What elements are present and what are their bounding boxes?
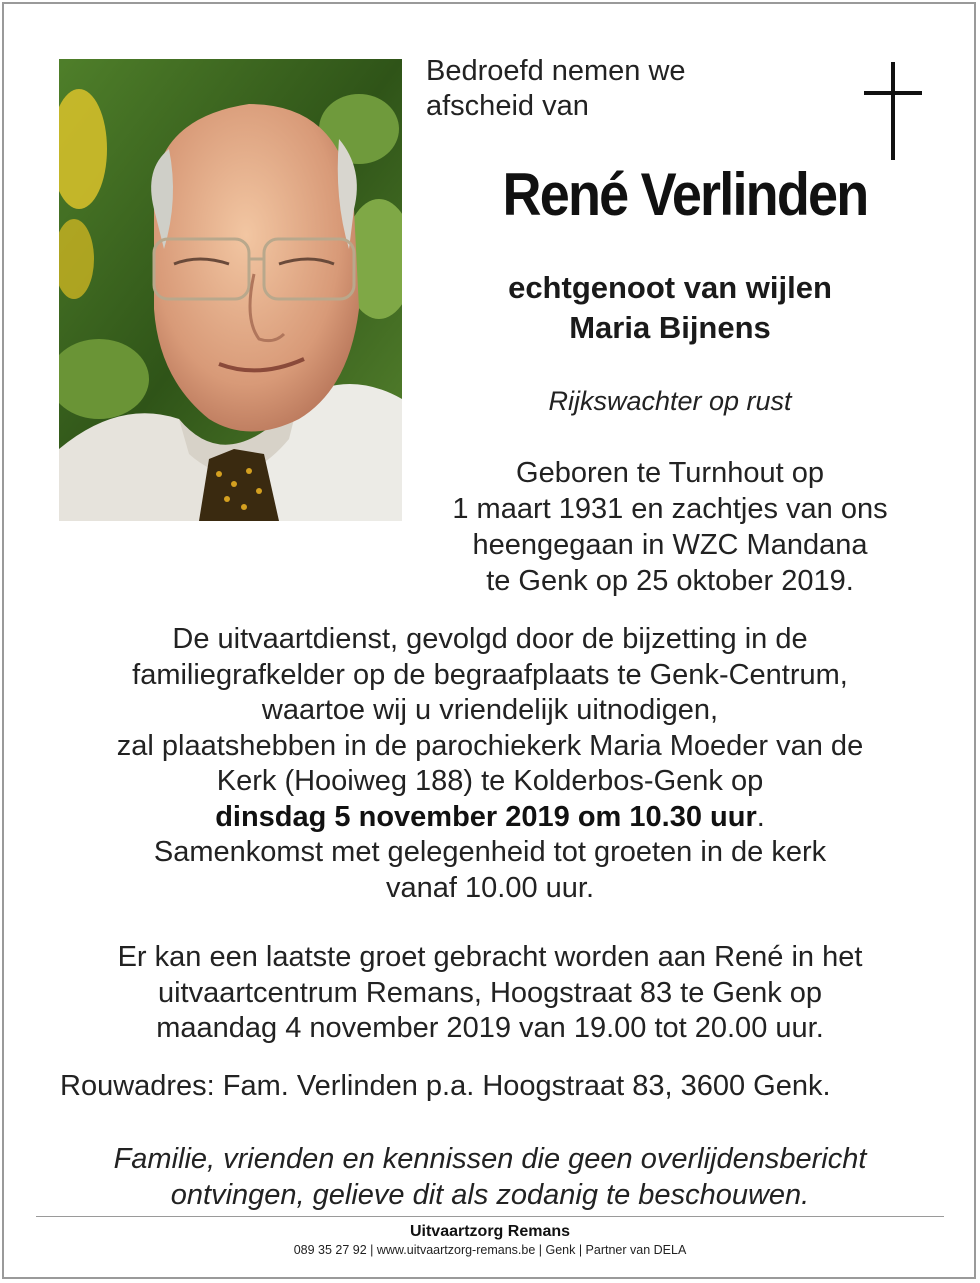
note-line: ontvingen, gelieve dit als zodanig te beschouwen. bbox=[170, 1178, 810, 1211]
mourning-address: Rouwadres: Fam. Verlinden p.a. Hoogstraat 83, 3600 Genk. bbox=[60, 1070, 831, 1102]
funeral-line: familiegrafkelder op de begraafplaats te Genk-Centrum, bbox=[132, 658, 848, 691]
portrait-photo bbox=[59, 59, 402, 521]
visitation-text bbox=[40, 940, 940, 1047]
funeral-line: De uitvaartdienst, gevolgd door de bijzetting in de bbox=[172, 623, 808, 655]
funeral-line: vanaf 10.00 uur. bbox=[386, 871, 594, 904]
born-line: heengegaan in WZC Mandana bbox=[472, 529, 868, 561]
visit-line: maandag 4 november 2019 van 19.00 tot 20.00 uur. bbox=[156, 1012, 824, 1044]
spouse-line: Maria Bijnens bbox=[569, 310, 771, 345]
occupation: Rijkswachter op rust bbox=[548, 386, 792, 416]
funeral-line: Kerk (Hooiweg 188) te Kolderbos-Genk op bbox=[216, 765, 764, 797]
intro-text bbox=[426, 54, 686, 124]
visit-line: uitvaartcentrum Remans, Hoogstraat 83 te Genk op bbox=[157, 976, 823, 1009]
spouse-line: echtgenoot van wijlen bbox=[508, 270, 832, 305]
closing-note bbox=[40, 1142, 940, 1213]
funeral-line: zal plaatshebben in de parochiekerk Maria Moeder van de bbox=[116, 729, 864, 762]
deceased-name: René Verlinden bbox=[502, 161, 868, 228]
funeral-text bbox=[40, 622, 940, 906]
intro-line: Bedroefd nemen we bbox=[426, 55, 686, 87]
funeral-home-details: 089 35 27 92 | www.uitvaartzorg-remans.be | Genk | Partner van DELA bbox=[293, 1243, 687, 1257]
birth-death-text bbox=[420, 455, 920, 599]
spouse-text bbox=[440, 268, 900, 348]
born-line: te Genk op 25 oktober 2019. bbox=[486, 565, 854, 597]
footer-divider bbox=[36, 1216, 944, 1217]
funeral-date: dinsdag 5 november 2019 om 10.30 uur bbox=[215, 800, 757, 833]
portrait-illustration bbox=[59, 59, 402, 521]
visit-line: Er kan een laatste groet gebracht worden aan René in het bbox=[117, 941, 863, 973]
funeral-home-name: Uitvaartzorg Remans bbox=[409, 1223, 571, 1240]
funeral-date-suffix: . bbox=[756, 800, 765, 833]
note-line: Familie, vrienden en kennissen die geen overlijdensbericht bbox=[113, 1143, 867, 1175]
funeral-line: waartoe wij u vriendelijk uitnodigen, bbox=[261, 694, 719, 726]
intro-line: afscheid van bbox=[426, 90, 589, 122]
born-line: Geboren te Turnhout op bbox=[516, 457, 824, 489]
cross-icon bbox=[864, 62, 922, 160]
funeral-date-line bbox=[40, 800, 940, 836]
born-line: 1 maart 1931 en zachtjes van ons bbox=[452, 493, 888, 525]
funeral-line: Samenkomst met gelegenheid tot groeten in de kerk bbox=[153, 836, 827, 868]
